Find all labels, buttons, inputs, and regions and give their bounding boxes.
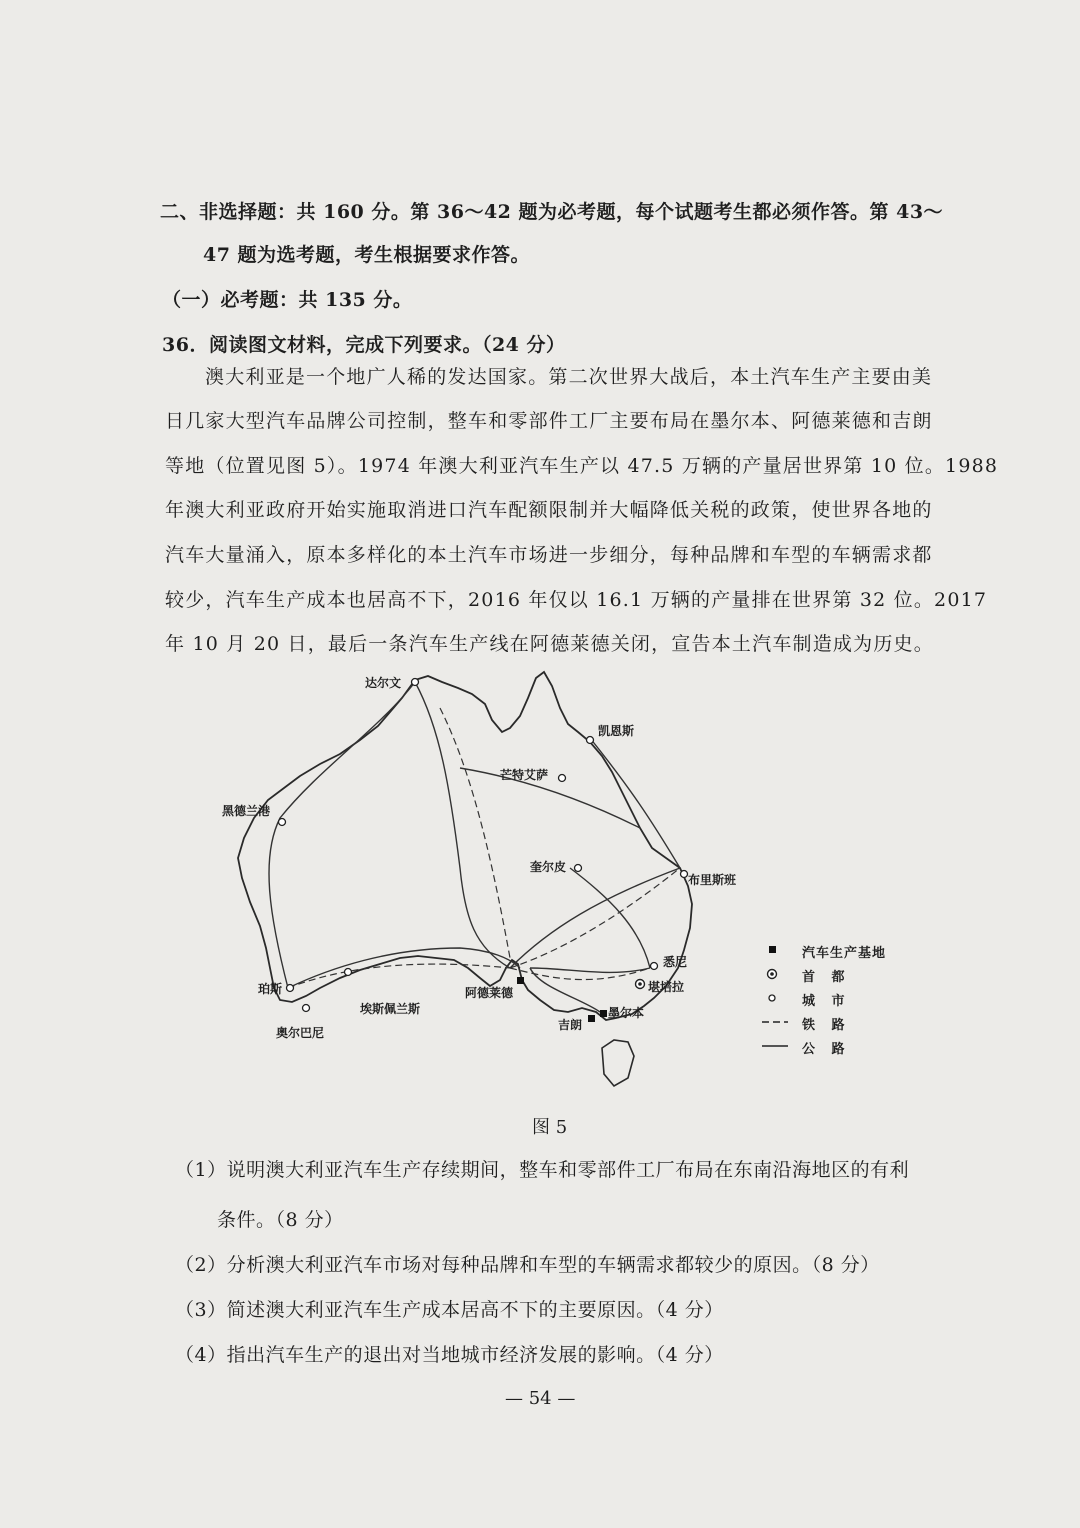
capital-marker-canberra-dot xyxy=(638,982,642,986)
sub-question-1-cont: 条件。（8 分） xyxy=(217,1209,344,1231)
legend-row-city xyxy=(762,988,922,1008)
city-label-geelong: 吉朗 xyxy=(558,1018,583,1032)
base-marker-geelong xyxy=(588,1015,595,1022)
city-marker-mount-isa xyxy=(559,775,566,782)
city-marker-albany xyxy=(303,1005,310,1012)
city-label-darwin: 达尔文 xyxy=(365,676,402,690)
question-title: 36．阅读图文材料，完成下列要求。（24 分） xyxy=(162,334,566,356)
paragraph-line: 较少，汽车生产成本也居高不下，2016 年仅以 16.1 万辆的产量排在世界第 32 位。2017 xyxy=(165,589,988,611)
figure-caption: 图 5 xyxy=(532,1117,568,1138)
sub-question-2: （2）分析澳大利亚汽车市场对每种品牌和车型的车辆需求都较少的原因。（8 分） xyxy=(175,1254,880,1276)
legend-row-capital xyxy=(762,964,922,984)
city-label-cairns: 凯恩斯 xyxy=(598,724,635,738)
paragraph-line: 年 10 月 20 日，最后一条汽车生产线在阿德莱德关闭，宣告本土汽车制造成为历史。 xyxy=(165,633,934,655)
paragraph-line: 汽车大量涌入，原本多样化的本土汽车市场进一步细分，每种品牌和车型的车辆需求都 xyxy=(165,544,933,566)
map-legend xyxy=(762,940,922,1060)
city-label-port-hedland: 黑德兰港 xyxy=(222,804,271,818)
city-label-sydney: 悉尼 xyxy=(663,955,688,969)
city-label-melbourne: 墨尔本 xyxy=(608,1006,645,1020)
base-square-icon xyxy=(762,940,788,960)
city-label-esperance: 埃斯佩兰斯 xyxy=(360,1002,421,1016)
legend-label-railway: 铁 路 xyxy=(802,1018,851,1033)
legend-label-base: 汽车生产基地 xyxy=(802,946,887,961)
city-marker-quilpie xyxy=(575,865,582,872)
legend-label-city: 城 市 xyxy=(802,994,851,1009)
legend-label-capital: 首 都 xyxy=(802,970,851,985)
paragraph-line: 等地（位置见图 5）。1974 年澳大利亚汽车生产以 47.5 万辆的产量居世界第 10 位。1988 xyxy=(165,455,999,477)
city-label-brisbane: 布里斯班 xyxy=(688,873,737,887)
city-label-perth: 珀斯 xyxy=(258,982,283,996)
city-marker-sydney xyxy=(651,963,658,970)
page-number: — 54 — xyxy=(505,1388,576,1409)
required-section-title: （一）必考题：共 135 分。 xyxy=(162,289,413,311)
base-marker-melbourne xyxy=(600,1010,607,1017)
city-marker-perth xyxy=(287,985,294,992)
city-label-mount-isa: 芒特艾萨 xyxy=(500,768,549,782)
city-label-canberra: 堪培拉 xyxy=(648,980,685,994)
legend-row-highway xyxy=(762,1036,922,1056)
city-label-adelaide: 阿德莱德 xyxy=(465,986,514,1000)
legend-row-base xyxy=(762,940,922,960)
base-marker-adelaide xyxy=(517,977,524,984)
city-label-quilpie: 奎尔皮 xyxy=(530,860,567,874)
sub-question-1: （1）说明澳大利亚汽车生产存续期间，整车和零部件工厂布局在东南沿海地区的有利 xyxy=(175,1159,910,1181)
railway-dashed-line-icon xyxy=(762,1012,788,1032)
australia-map xyxy=(210,668,737,1108)
legend-row-railway xyxy=(762,1012,922,1032)
city-marker-darwin xyxy=(412,679,419,686)
section-heading-line2: 47 题为选考题，考生根据要求作答。 xyxy=(203,244,531,266)
map-drawing xyxy=(210,668,710,1108)
paragraph-line: 年澳大利亚政府开始实施取消进口汽车配额限制并大幅降低关税的政策，使世界各地的 xyxy=(165,499,933,521)
city-circle-icon xyxy=(762,988,788,1008)
tasmania-outline xyxy=(602,1040,634,1086)
capital-circle-icon xyxy=(762,964,788,984)
section-heading-line1: 二、非选择题：共 160 分。第 36～42 题为必考题，每个试题考生都必须作答。第 43～ xyxy=(160,201,944,223)
paragraph-line: 日几家大型汽车品牌公司控制，整车和零部件工厂主要布局在墨尔本、阿德莱德和吉朗 xyxy=(165,410,933,432)
highway-solid-line-icon xyxy=(762,1036,788,1056)
city-label-albany: 奥尔巴尼 xyxy=(276,1026,325,1040)
city-marker-esperance xyxy=(345,969,352,976)
sub-question-3: （3）简述澳大利亚汽车生产成本居高不下的主要原因。（4 分） xyxy=(175,1299,724,1321)
legend-label-highway: 公 路 xyxy=(802,1042,851,1057)
city-marker-cairns xyxy=(587,737,594,744)
paragraph-line: 澳大利亚是一个地广人稀的发达国家。第二次世界大战后，本土汽车生产主要由美 xyxy=(205,366,933,388)
city-marker-port-hedland xyxy=(279,819,286,826)
city-marker-brisbane xyxy=(681,871,688,878)
sub-question-4: （4）指出汽车生产的退出对当地城市经济发展的影响。（4 分） xyxy=(175,1344,724,1366)
